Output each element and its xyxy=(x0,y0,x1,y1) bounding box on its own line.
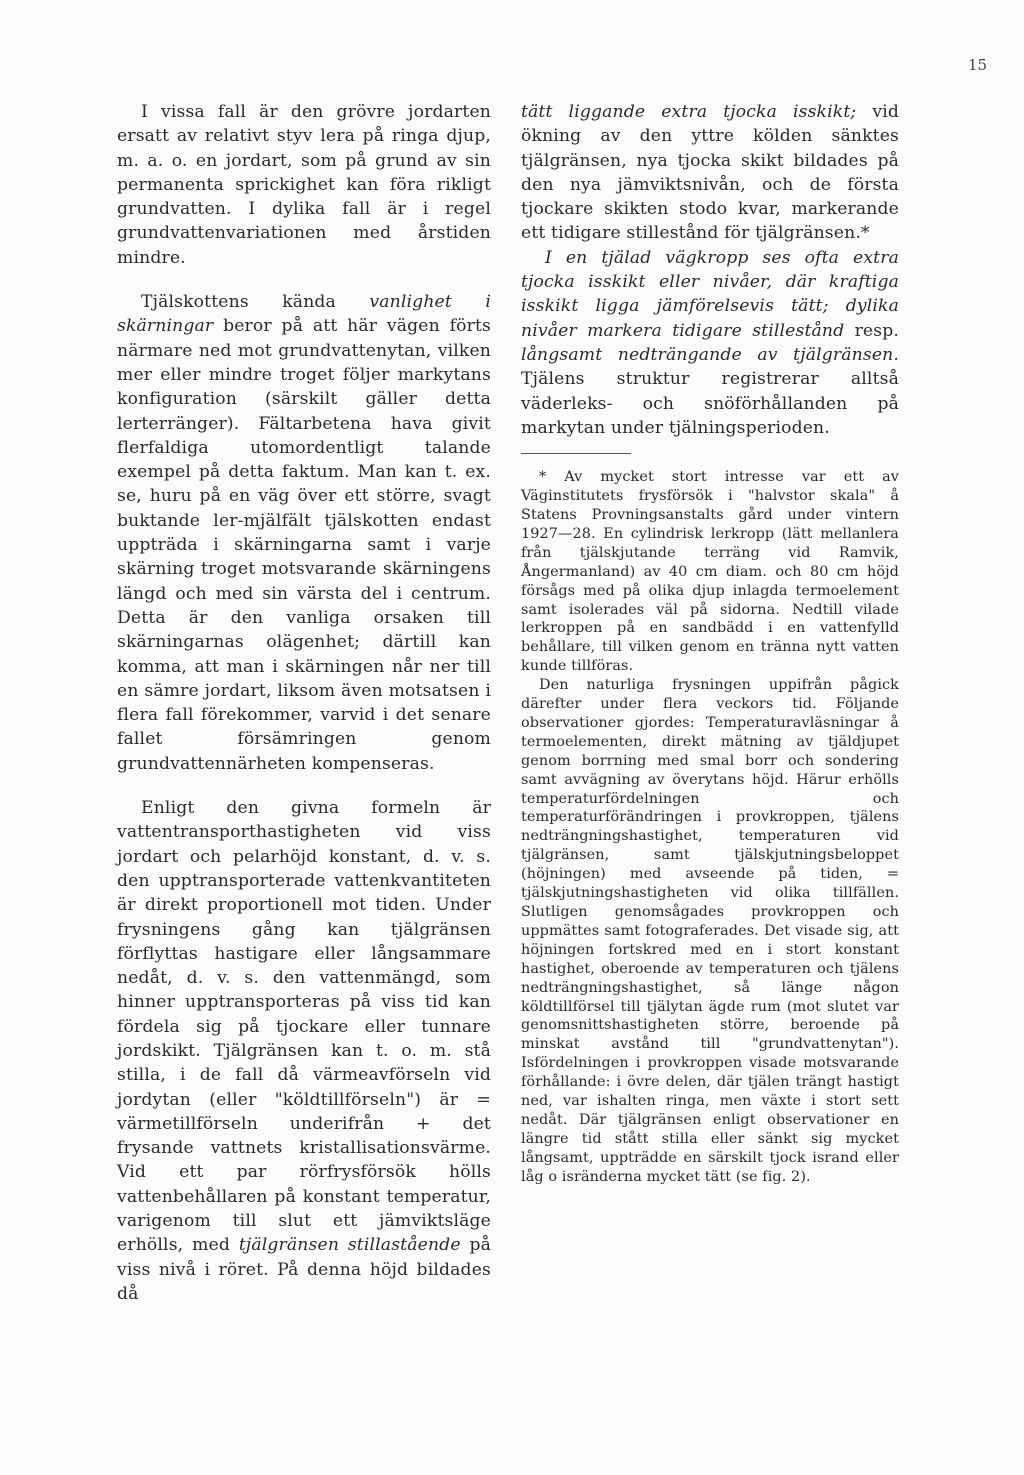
emphasis-text: I en tjälad vägkropp ses ofta extra tjocka isskikt eller nivåer, där kraftiga isskikt ligga jämförelsevis tätt; dylika nivåer markera tidigare stillestånd xyxy=(521,247,899,341)
footnote-paragraph: * Av mycket stort intresse var ett av Väginstitutets frysförsök i "halvstor skala" å Statens Provningsanstalts gård under vintern 1927—28. En cylindrisk lerkropp (lätt mellanlera från tjälskjutande terräng vid Ramvik, Ångermanland) av 40 cm diam. och 80 cm höjd försågs med på olika djup inlagda termoelement samt isolerades väl på sidorna. Nedtill vilade lerkroppen på en sandbädd i en vattenfylld behållare, till vilken genom en tränna nytt vatten kunde tillföras. xyxy=(521,469,899,675)
footnote-paragraph: Den naturliga frysningen uppifrån pågick därefter under flera veckors tid. Följande observationer gjordes: Temperaturavläsningar å termoelementen, direkt mätning av tjäldjupet genom borrning med smal borr och sondering samt avvägning av överytans höjd. Härur erhölls temperaturfördelningen och temperaturförändringen i provkroppen, tjälens nedträngningshastighet, temperaturen vid tjälgränsen, samt tjälskjutningsbeloppet (höjningen) med avseende på tiden, = tjälskjutningshastigheten vid olika tillfällen. Slutligen genomsågades provkroppen och uppmättes samt fotograferades. Det visade sig, att höjningen fortskred med en i stort konstant hastighet, oberoende av temperaturen och tjälens nedträngningshastighet, så länge någon köldtillförsel till tjälytan ägde rum (mot slutet var genomsnittshastigheten större, beroende på minskat avstånd till "grundvattenytan"). Isfördelningen i provkroppen visade motsvarande förhållande: i övre delen, där tjälen trängt hastigt ned, var ishalten ringa, men växte i stort sett nedåt. Där tjälgränsen enligt observationer en längre tid stått stilla eller sänkt sig mycket långsamt, uppträdde en särskilt tjock isrand eller låg o isränderna mycket tätt (se fig. 2). xyxy=(521,677,899,1185)
paragraph-text: I vissa fall är den grövre jordarten ersatt av relativt styv lera på ringa djup, m. a. o. en jordart, som på grund av sin permanenta sprickighet kan föra rikligt grundvatten. I dylika fall är i regel grundvattenvariationen med årstiden mindre. xyxy=(117,102,491,268)
paragraph xyxy=(521,246,899,440)
paragraph-text: på viss nivå i röret. På denna höjd bildades då xyxy=(117,1235,491,1304)
left-column xyxy=(117,100,491,1306)
paragraph xyxy=(117,796,491,1306)
paragraph-text: resp. xyxy=(844,320,899,341)
paragraph xyxy=(521,100,899,246)
footnote xyxy=(521,468,899,1186)
paragraph xyxy=(117,100,491,270)
right-main-text xyxy=(521,100,899,440)
right-column xyxy=(521,100,899,1187)
paragraph-text: beror på att här vägen förts närmare ned mot grundvattenytan, vilken mer eller mindre troget följer markytans konfiguration (särskilt gäller detta lerterränger). Fältarbetena hava givit flerfaldiga utomordentligt talande exempel på detta faktum. Man kan t. ex. se, huru på en väg över ett större, svagt buktande ler-mjälfält tjälskotten endast uppträda i skärningarna samt i varje skärning troget motsvarande skärningens längd och med sin värsta del i centrum. Detta är den vanliga orsaken till skärningarnas olägenhet; därtill kan komma, att man i skärningen når ner till en sämre jordart, liksom även motsatsen i flera fall förekommer, varvid i det senare fallet försämringen genom grundvattennärheten kompenseras. xyxy=(117,316,491,774)
emphasis-text: långsamt nedträngande av tjälgränsen. xyxy=(521,344,899,365)
paragraph-text: vid ökning av den yttre kölden sänktes tjälgränsen, nya tjocka skikt bildades på den nya jämviktsnivån, och de första tjockare skikten stodo kvar, markerande ett tidigare stillestånd för tjälgränsen.* xyxy=(521,102,899,244)
paragraph xyxy=(117,290,491,776)
emphasis-text: vanlighet i skärningar xyxy=(117,292,491,337)
paragraph-text: Tjälens struktur registrerar alltså väderleks- och snöförhållanden på markytan under tjälningsperioden. xyxy=(521,369,899,438)
page-number: 15 xyxy=(968,56,988,74)
emphasis-text: tjälgränsen stillastående xyxy=(238,1235,461,1256)
paragraph-text: Tjälskottens kända xyxy=(141,292,370,313)
footnote-divider xyxy=(521,453,631,454)
emphasis-text: tätt liggande extra tjocka isskikt; xyxy=(521,102,857,122)
paragraph-text: Enligt den givna formeln är vattentransporthastigheten vid viss jordart och pelarhöjd konstant, d. v. s. den upptransporterade vattenkvantiteten är direkt proportionell mot tiden. Under frysningens gång kan tjälgränsen förflyttas hastigare eller långsammare nedåt, d. v. s. den vattenmängd, som hinner upptransporteras på viss tid kan fördela sig på tjockare eller tunnare jordskikt. Tjälgränsen kan t. o. m. stå stilla, i de fall då värmeavförseln vid jordytan (eller "köldtillförseln") är = värmetillförseln underifrån + det frysande vattnets kristallisationsvärme. Vid ett par rörfrysförsök hölls vattenbehållaren på konstant temperatur, varigenom till slut ett jämviktsläge erhölls, med xyxy=(117,798,491,1256)
